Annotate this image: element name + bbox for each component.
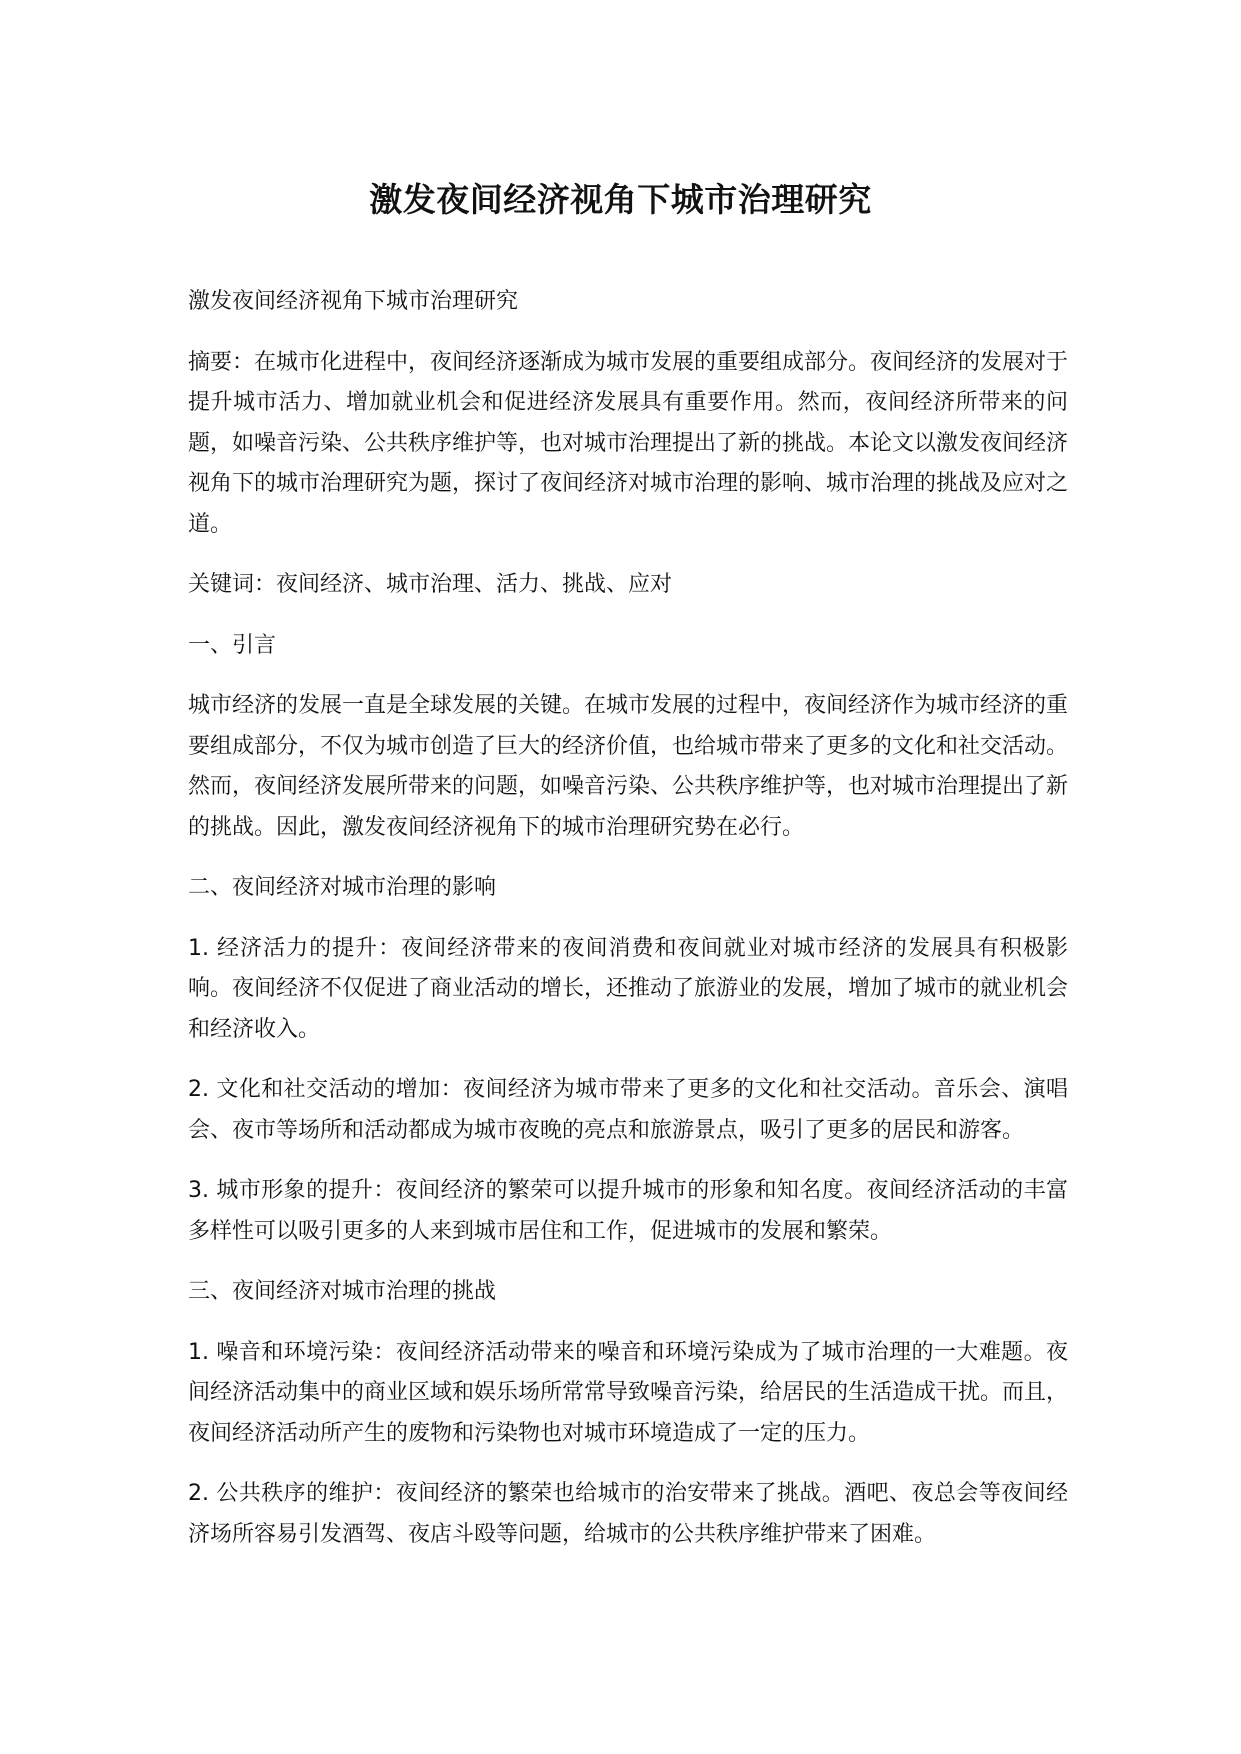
section-heading-introduction: 一、引言 [188, 632, 277, 658]
document-title: 激发夜间经济视角下城市治理研究 [369, 180, 872, 219]
challenge-item-noise-pollution: 1. 噪音和环境污染：夜间经济活动带来的噪音和环境污染成为了城市治理的一大难题。夜间经济活动集中的商业区域和娱乐场所常常导致噪音污染，给居民的生活造成干扰。而且，夜间经济活动所产生的废物和污染物也对城市环境造成了一定的压力。 [188, 1339, 1069, 1446]
section-heading-challenges: 三、夜间经济对城市治理的挑战 [188, 1279, 497, 1304]
section-heading-impact: 二、夜间经济对城市治理的影响 [188, 875, 497, 900]
impact-item-economic-vitality: 1. 经济活力的提升：夜间经济带来的夜间消费和夜间就业对城市经济的发展具有积极影响。夜间经济不仅促进了商业活动的增长，还推动了旅游业的发展，增加了城市的就业机会和经济收入。 [188, 935, 1069, 1042]
challenge-item-public-order: 2. 公共秩序的维护：夜间经济的繁荣也给城市的治安带来了挑战。酒吧、夜总会等夜间经济场所容易引发酒驾、夜店斗殴等问题，给城市的公共秩序维护带来了困难。 [188, 1481, 1068, 1547]
introduction-paragraph: 城市经济的发展一直是全球发展的关键。在城市发展的过程中，夜间经济作为城市经济的重要组成部分，不仅为城市创造了巨大的经济价值，也给城市带来了更多的文化和社交活动。然而，夜间经济发展所带来的问题，如噪音污染、公共秩序维护等，也对城市治理提出了新的挑战。因此，激发夜间经济视角下的城市治理研究势在必行。 [188, 693, 1069, 840]
impact-item-cultural-social: 2. 文化和社交活动的增加：夜间经济为城市带来了更多的文化和社交活动。音乐会、演唱会、夜市等场所和活动都成为城市夜晚的亮点和旅游景点，吸引了更多的居民和游客。 [188, 1077, 1068, 1143]
impact-item-city-image: 3. 城市形象的提升：夜间经济的繁荣可以提升城市的形象和知名度。夜间经济活动的丰富多样性可以吸引更多的人来到城市居住和工作，促进城市的发展和繁荣。 [188, 1178, 1068, 1244]
keywords-line: 关键词：夜间经济、城市治理、活力、挑战、应对 [188, 572, 673, 597]
document-body [188, 282, 1068, 1575]
abstract-paragraph: 摘要：在城市化进程中，夜间经济逐渐成为城市发展的重要组成部分。夜间经济的发展对于提升城市活力、增加就业机会和促进经济发展具有重要作用。然而，夜间经济所带来的问题，如噪音污染、公共秩序维护等，也对城市治理提出了新的挑战。本论文以激发夜间经济视角下的城市治理研究为题，探讨了夜间经济对城市治理的影响、城市治理的挑战及应对之道。 [188, 349, 1069, 537]
document-subtitle: 激发夜间经济视角下城市治理研究 [188, 289, 519, 314]
